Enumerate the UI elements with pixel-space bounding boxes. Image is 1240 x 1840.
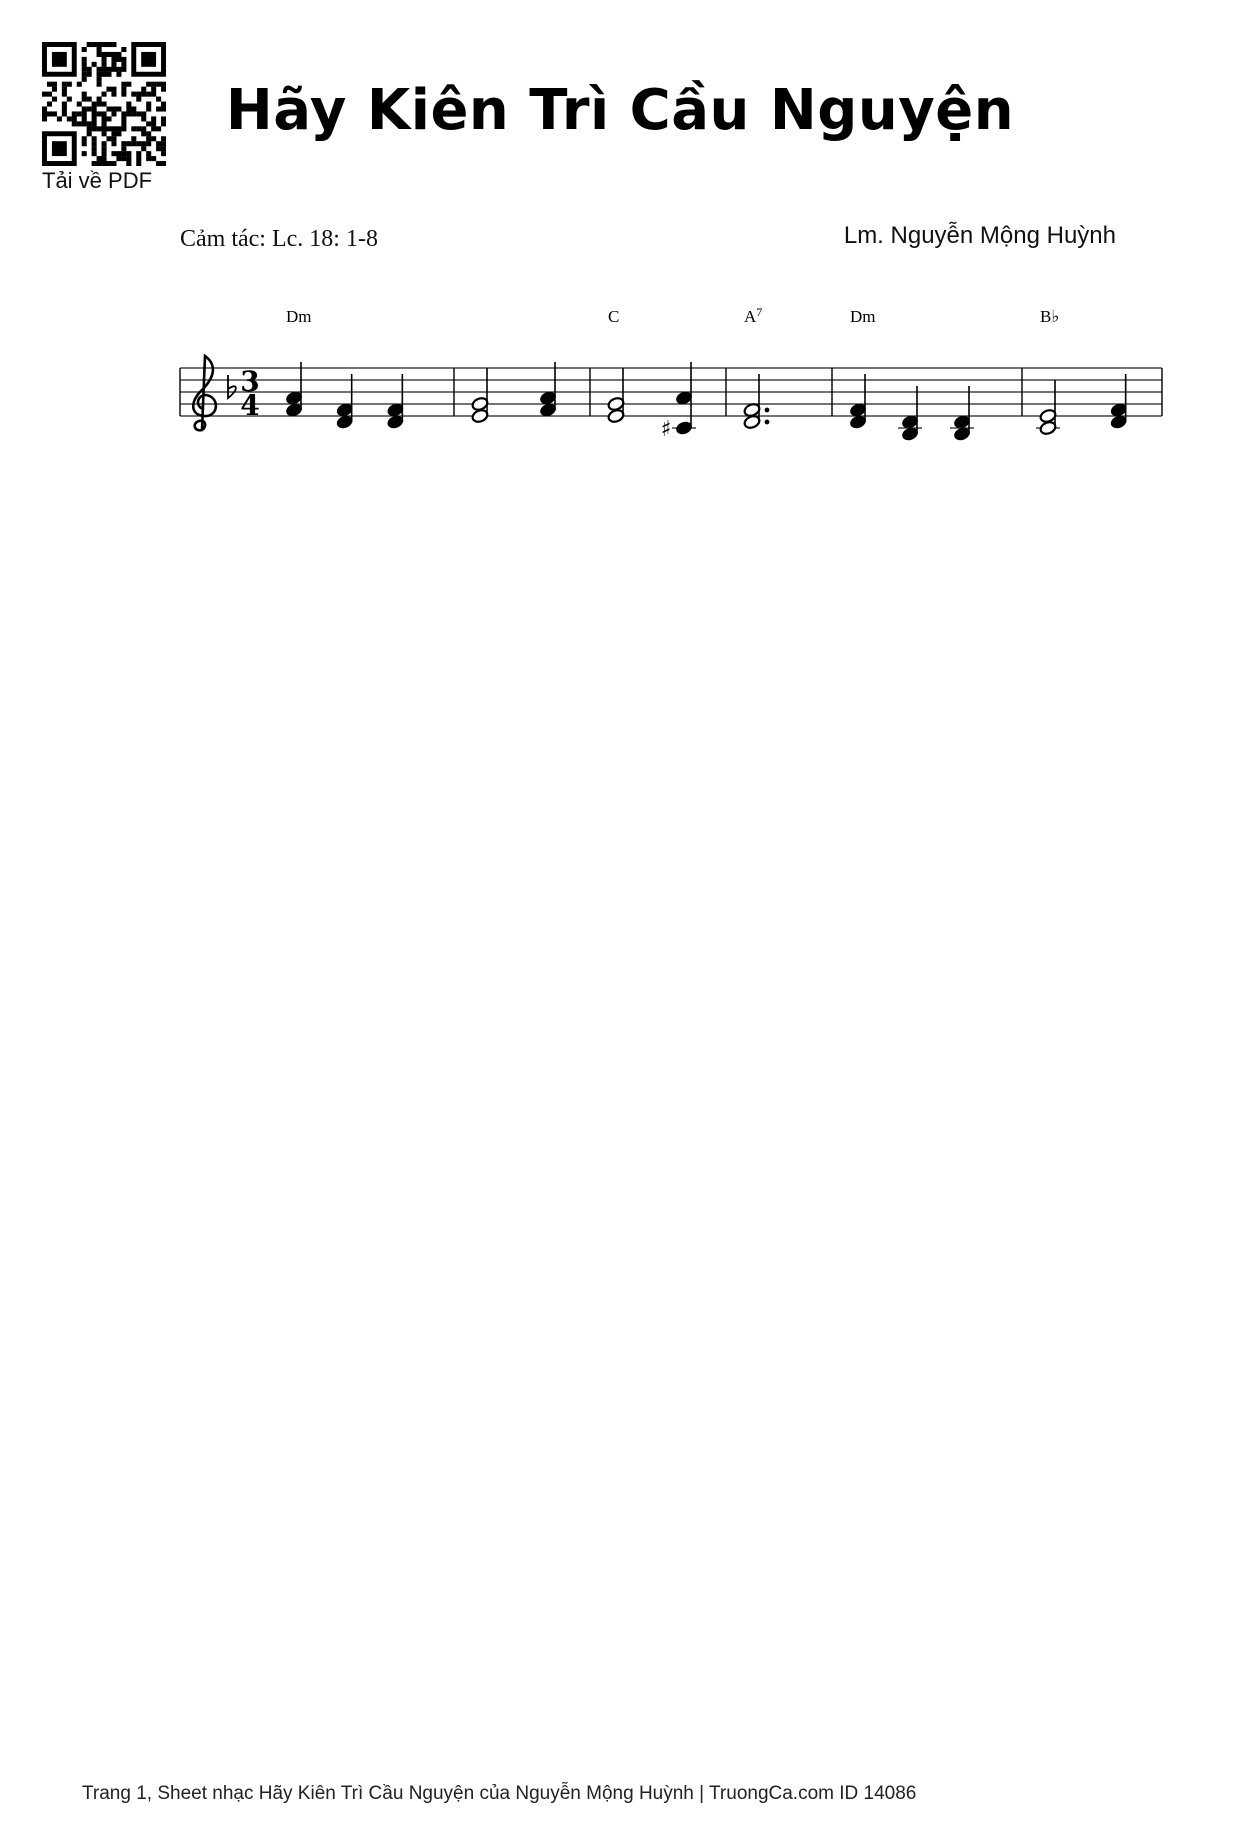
download-pdf-link[interactable]: Tải về PDF [42,168,153,193]
augmentation-dot [765,408,770,413]
song-subtitle: Cảm tác: Lc. 18: 1-8 [180,226,378,252]
treble-clef [193,356,216,430]
time-signature-bottom: 4 [240,389,260,422]
page-footer: Trang 1, Sheet nhạc Hãy Kiên Trì Cầu Nguyện của Nguyễn Mộng Huỳnh | TruongCa.com ID 14086 [82,1783,917,1804]
staff-system-1 [180,305,1162,442]
chord-symbol: Dm [286,307,312,326]
chord-symbol: C [608,307,620,326]
time-signature-top: 3 [240,365,260,398]
song-title: Hãy Kiên Trì Cầu Nguyện [225,78,1015,143]
key-signature-flat [228,375,236,398]
sharp-accidental: ♯ [660,417,672,442]
chord-symbol: $A^7$ [744,305,763,326]
augmentation-dot [765,420,770,425]
chord-symbol: B♭ [1040,307,1060,326]
composer-credit: Lm. Nguyễn Mộng Huỳnh [843,222,1116,249]
chord-symbol: Dm [850,307,876,326]
